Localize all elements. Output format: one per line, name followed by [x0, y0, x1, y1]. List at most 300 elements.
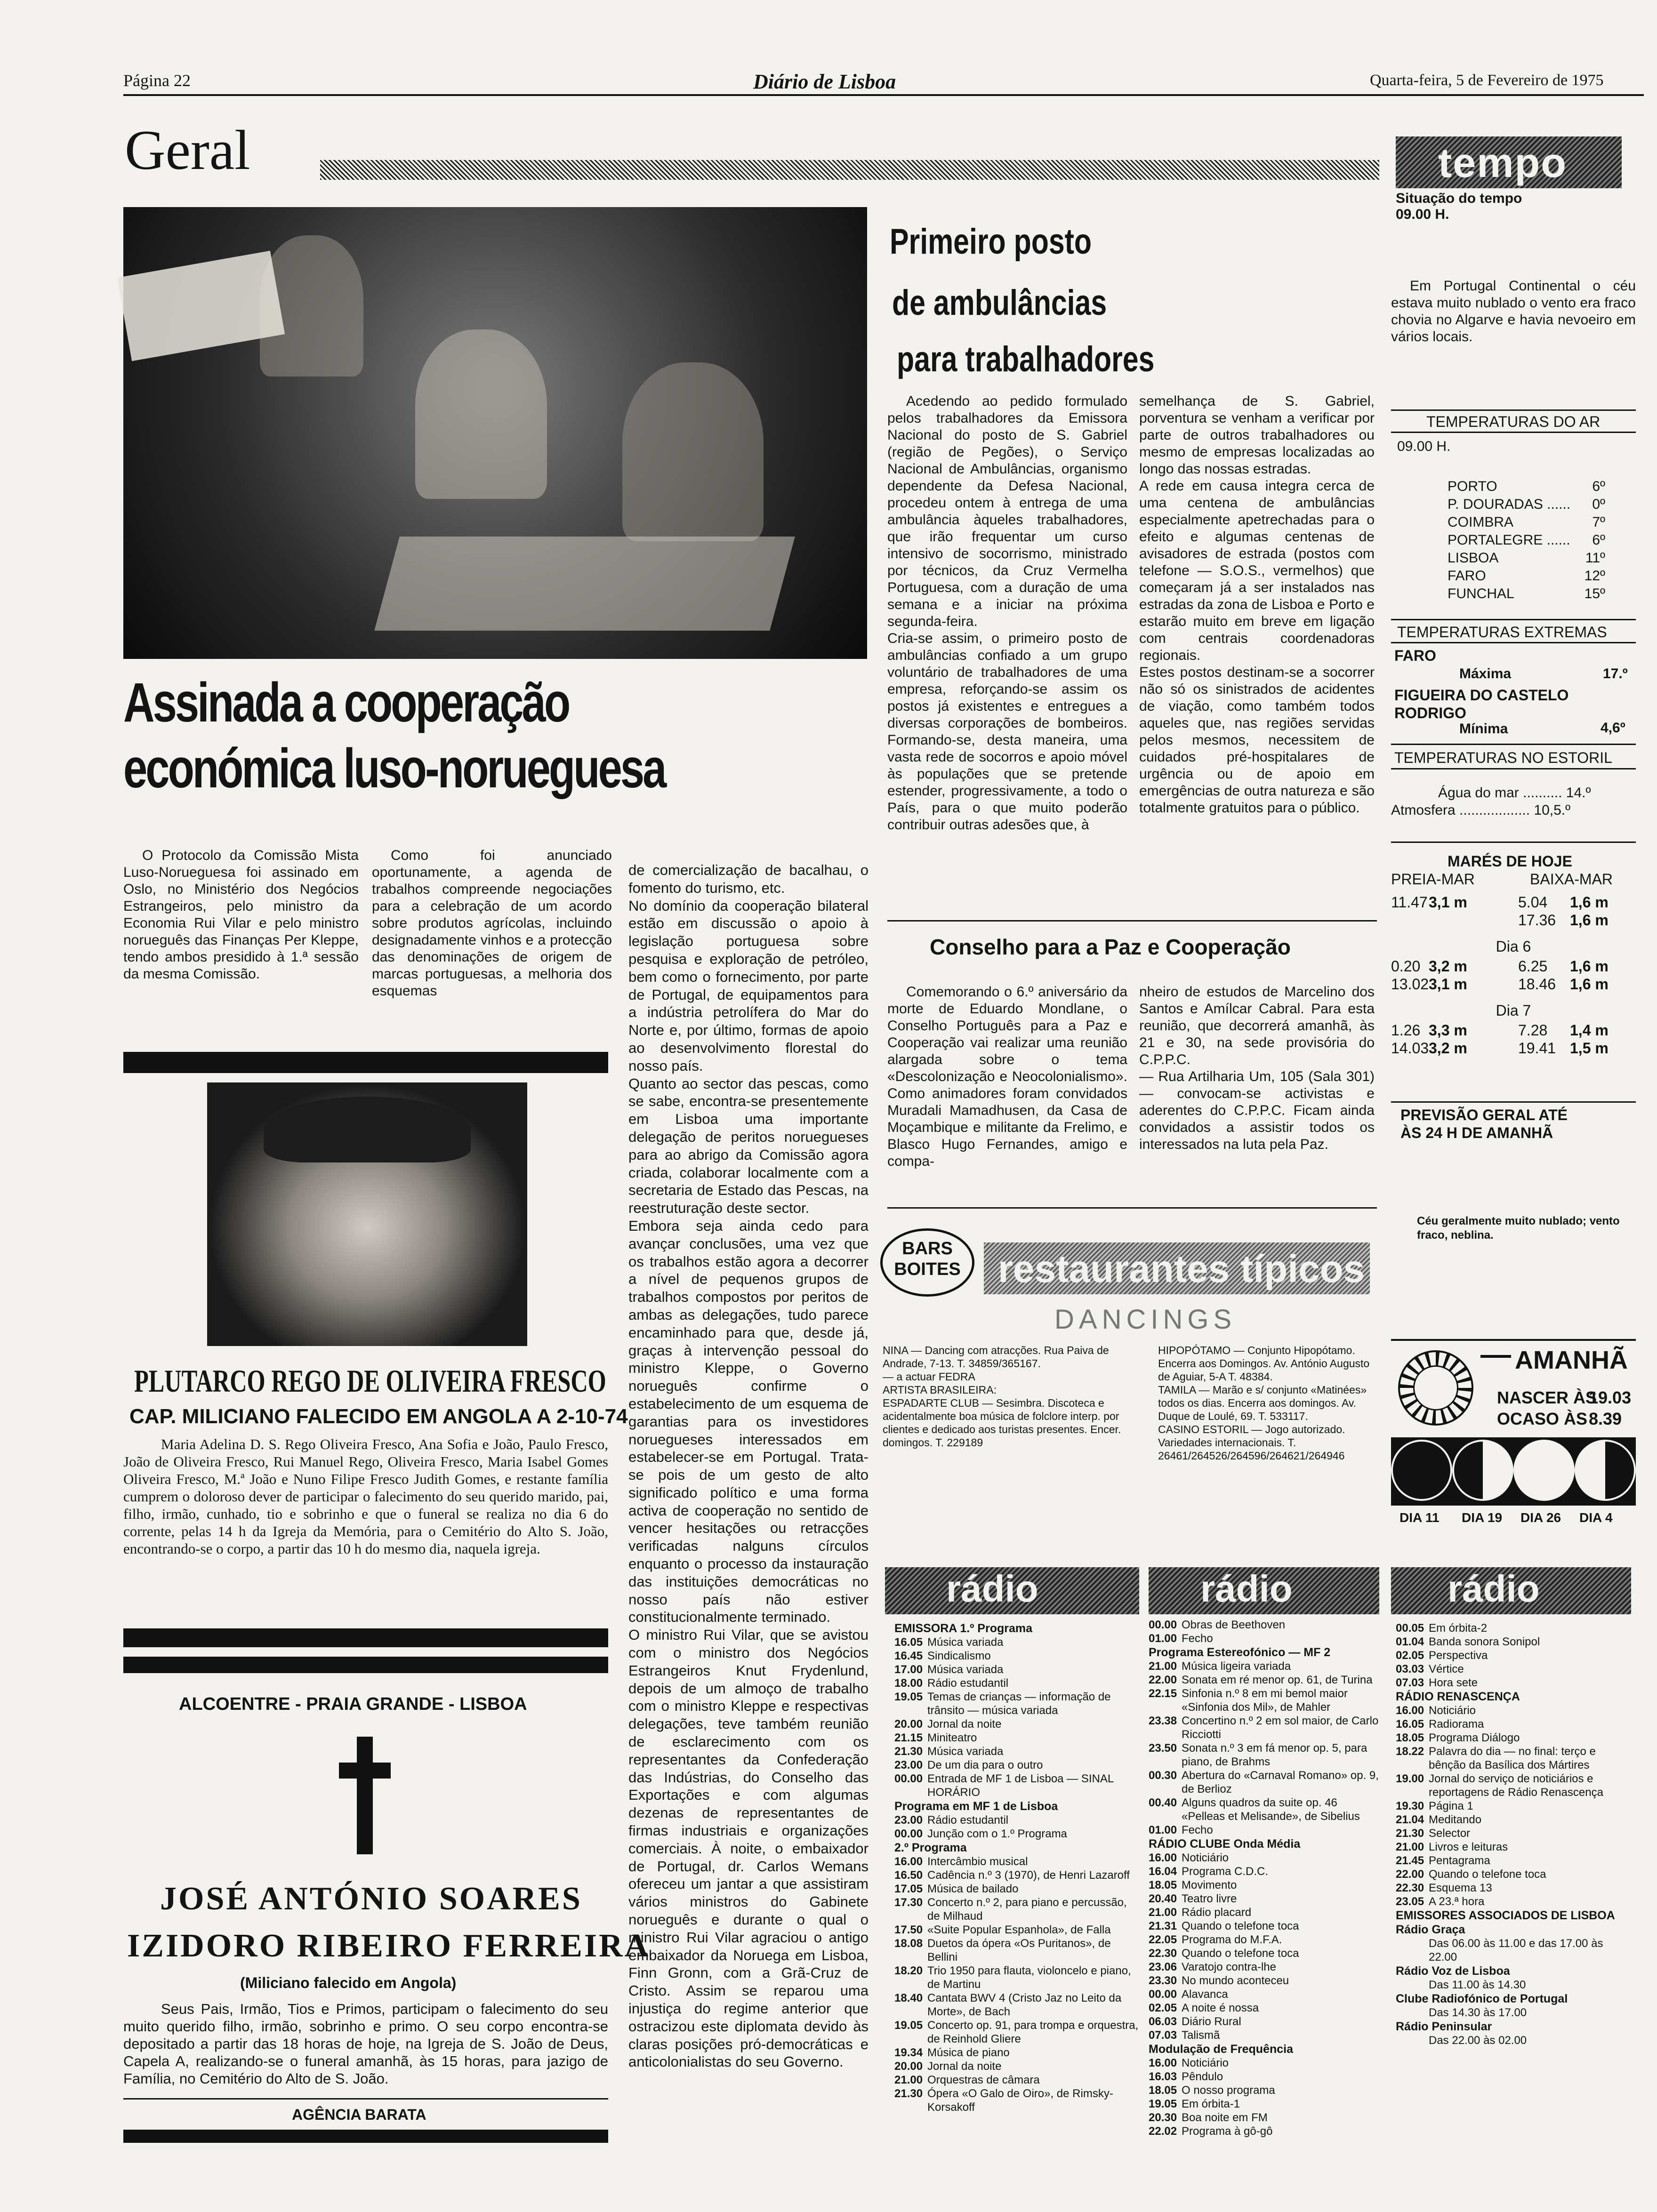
radio-time: 21.00 [894, 2074, 923, 2086]
radio-program [894, 1868, 1139, 1882]
dancings-label: DANCINGS [1054, 1304, 1237, 1335]
radio-title: De um dia para o outro [927, 1759, 1043, 1771]
radio-program [1149, 1714, 1379, 1741]
radio-program [1149, 1796, 1379, 1823]
radio-time: 06.03 [1149, 2015, 1177, 2028]
obit1-portrait [207, 1082, 527, 1346]
radio-time: 19.05 [894, 1691, 923, 1703]
radio-program [894, 1937, 1139, 1964]
tide-cell: 13.02 [1391, 976, 1429, 993]
radio-program [1149, 1947, 1379, 1960]
tides-table [1391, 893, 1636, 1057]
moon-full-icon [1513, 1440, 1575, 1501]
estoril-atm: Atmosfera .................. 10,5.º [1391, 802, 1571, 818]
radio-title: Programa Diálogo [1429, 1731, 1520, 1744]
tide-cell: 3,1 m [1429, 894, 1467, 911]
radio-title: Concertino n.º 2 em sol maior, de Carlo Ricciotti [1182, 1715, 1379, 1741]
radio-program [894, 1731, 1139, 1745]
coop-headline-1: Assinada a cooperação [123, 672, 569, 734]
radio-station-heading: EMISSORA 1.º Programa [894, 1622, 1033, 1635]
radio-time: 16.05 [894, 1636, 923, 1649]
radio-banner-text-3: rádio [1448, 1568, 1540, 1610]
radio-time: 17.50 [894, 1923, 923, 1936]
radio-program [894, 1649, 1139, 1663]
ar-time: 09.00 H. [1397, 439, 1451, 454]
radio-program [1149, 1878, 1379, 1892]
city-name: LISBOA [1448, 550, 1499, 566]
radio-time: 21.00 [1149, 1906, 1177, 1919]
radio-title: O nosso programa [1182, 2084, 1275, 2097]
radio-time: 17.00 [894, 1663, 923, 1676]
tide-cell: 19.41 [1518, 1040, 1556, 1057]
radio-program [1149, 1673, 1379, 1687]
radio-program [1396, 1799, 1631, 1813]
radio-program [894, 1758, 1139, 1772]
radio-program [894, 2019, 1139, 2046]
radio-program [1396, 1649, 1631, 1662]
radio-title: Sindicalismo [927, 1650, 991, 1662]
radio-title: Cantata BWV 4 (Cristo Jaz no Leito da Morte», de Bach [927, 1992, 1122, 2018]
radio-program [1149, 1618, 1379, 1632]
radio-title: Hora sete [1429, 1676, 1478, 1689]
radio-title: Música variada [927, 1636, 1004, 1649]
radio-time: 18.22 [1396, 1745, 1424, 1758]
radio-program [1149, 1687, 1379, 1714]
radio-program [1149, 1906, 1379, 1919]
radio-title: Radiorama [1429, 1718, 1484, 1731]
radio-program [1149, 1659, 1379, 1673]
radio-col-2 [1149, 1618, 1379, 2138]
radio-title: Cadência n.º 3 (1970), de Henri Lazaroff [927, 1869, 1130, 1882]
radio-time: 20.00 [894, 2060, 923, 2073]
radio-title: Jornal da noite [927, 1718, 1002, 1731]
conselho-col-1: Comemorando o 6.º aniversário da morte de Eduardo Mondlane, o Conselho Português para a Paz e Cooperação vai realizar uma reunião alargada sobre o tema «Descolonização e Neocolonialismo». Como animadores foram convidados Muradali Mamadhusen, da Casa de Moçambique e militante da Frelimo, e Blasco Hugo Fernandes, amigo e compa- [887, 984, 1127, 1169]
radio-title: Rádio estudantil [927, 1814, 1009, 1827]
city-name: PORTO [1448, 479, 1497, 494]
radio-program [894, 1717, 1139, 1731]
radio-title: Programa à gô-gô [1182, 2125, 1273, 2138]
radio-program [1396, 1867, 1631, 1881]
tide-cell: 3,1 m [1429, 976, 1467, 993]
obit1-top-band [123, 1052, 608, 1073]
radio-title: No mundo aconteceu [1182, 1974, 1289, 1987]
radio-time: 00.05 [1396, 1622, 1424, 1635]
radio-program [894, 2087, 1139, 2114]
radio-title: Sonata em ré menor op. 61, de Turina [1182, 1674, 1373, 1686]
radio-title: A 23.ª hora [1429, 1895, 1485, 1908]
ar-rule-bottom [1391, 432, 1636, 433]
radio-program [894, 2060, 1139, 2073]
restaurantes-col-2: HIPOPÓTAMO — Conjunto Hipopótamo. Encerra aos Domingos. Av. António Augusto de Aguiar, 5-A T. 48384. TAMILA — Marão e s/ conjunto «Matinées» todos os dias. Encerra aos domingos. Av. Duque de Loulé, 69. T. 533117. CASINO ESTORIL — Jogo autorizado. Variedades internacionais. T. 26461/264526/264596/264621/264946 [1158, 1344, 1370, 1462]
radio-station-heading: Programa Estereofónico — MF 2 [1149, 1646, 1331, 1659]
ambulancias-headline-2: de ambulâncias [892, 283, 1107, 323]
radio-title: Música variada [927, 1663, 1004, 1676]
ext-city-1: FARO [1394, 647, 1436, 664]
radio-title: Das 14.30 às 17.00 [1429, 2006, 1527, 2019]
header-rule [123, 94, 1644, 96]
radio-program [1396, 1895, 1631, 1908]
radio-program [894, 1635, 1139, 1649]
radio-program [1149, 2056, 1379, 2070]
radio-program [1149, 1741, 1379, 1769]
radio-banner-2 [1149, 1567, 1379, 1614]
radio-title: Das 06.00 às 11.00 e das 17.00 às 22.00 [1429, 1937, 1603, 1964]
radio-title: Sonata n.º 3 em fá menor op. 5, para piano, de Brahms [1182, 1742, 1367, 1768]
radio-time: 23.05 [1396, 1895, 1424, 1908]
tide-day: Dia 7 [1496, 1002, 1531, 1019]
city-name: P. DOURADAS ...... [1448, 497, 1571, 512]
radio-banner-1 [885, 1567, 1139, 1614]
radio-time: 23.50 [1149, 1742, 1177, 1755]
city-row [1448, 496, 1605, 513]
radio-program [1396, 1717, 1631, 1731]
tide-cell: 1,5 m [1570, 1040, 1609, 1057]
city-temp: 0º [1592, 497, 1605, 512]
radio-title: Concerto n.º 2, para piano e percussão, de Milhaud [927, 1896, 1127, 1923]
radio-program [894, 1772, 1139, 1799]
radio-time: 16.45 [894, 1650, 923, 1662]
previsao-rule [1391, 1101, 1636, 1103]
radio-program [1396, 1621, 1631, 1635]
radio-program [1149, 1632, 1379, 1645]
radio-time: 16.05 [1396, 1718, 1424, 1731]
moon-new-icon [1391, 1440, 1452, 1501]
tide-cell: 18.46 [1518, 976, 1556, 993]
radio-title: Das 11.00 às 14.30 [1429, 1979, 1526, 1991]
radio-title: Noticiário [1182, 2057, 1229, 2069]
radio-title: Alguns quadros da suite op. 46 «Pelleas et Melisande», de Sibelius [1182, 1796, 1360, 1823]
radio-title: Vértice [1429, 1663, 1464, 1675]
ext-val-1: 17.º [1603, 666, 1628, 681]
page-number: Página 22 [123, 71, 191, 90]
estoril-rule-2 [1391, 768, 1636, 769]
radio-time: 17.30 [894, 1896, 923, 1909]
ext-label-1: Máxima [1459, 666, 1512, 681]
tempo-banner [1396, 136, 1622, 188]
tempo-situacao: Situação do tempo 09.00 H. [1396, 191, 1522, 222]
radio-time: 21.00 [1149, 1660, 1177, 1673]
photo-figure-2 [622, 362, 764, 541]
tempo-texto: Em Portugal Continental o céu estava muito nublado o vento era fraco chovia no Algarve e havia nevoeiro em vários locais. [1391, 278, 1636, 345]
cross-icon [339, 1737, 391, 1854]
radio-time: 19.05 [1149, 2098, 1177, 2110]
radio-program [1396, 2034, 1631, 2047]
radio-program [1396, 1662, 1631, 1676]
radio-time: 16.00 [1149, 1851, 1177, 1864]
restaurantes-title: restaurantes típicos [998, 1248, 1365, 1290]
previsao-title: PREVISÃO GERAL ATÉ ÀS 24 H DE AMANHÃ [1400, 1106, 1568, 1141]
radio-time: 22.02 [1149, 2125, 1177, 2138]
radio-title: Orquestras de câmara [927, 2074, 1040, 2086]
radio-program [894, 1896, 1139, 1923]
radio-title: Alavanca [1182, 1988, 1228, 2001]
tide-cell: 17.36 [1518, 912, 1556, 929]
radio-title: Noticiário [1182, 1851, 1229, 1864]
radio-title: Pentagrama [1429, 1854, 1490, 1867]
city-name: COIMBRA [1448, 514, 1514, 530]
radio-program [1396, 1937, 1631, 1964]
radio-time: 01.00 [1149, 1824, 1177, 1836]
radio-title: Música ligeira variada [1182, 1660, 1291, 1673]
tempo-banner-text: tempo [1438, 139, 1567, 186]
tide-cell: 14.03 [1391, 1040, 1429, 1057]
tide-row [1391, 975, 1636, 993]
radio-title: «Suite Popular Espanhola», de Falla [927, 1923, 1111, 1936]
mares-baixa: BAIXA-MAR [1530, 871, 1613, 888]
photo-figure-1 [415, 329, 547, 499]
radio-time: 00.00 [1149, 1619, 1177, 1631]
city-row [1448, 585, 1605, 603]
radio-program [1149, 2111, 1379, 2124]
mares-rule [1391, 842, 1636, 843]
radio-program [1149, 2124, 1379, 2138]
radio-title: Meditando [1429, 1813, 1482, 1826]
radio-time: 03.03 [1396, 1663, 1424, 1675]
city-name: PORTALEGRE ...... [1448, 532, 1570, 548]
radio-program [894, 1813, 1139, 1827]
radio-time: 00.00 [894, 1772, 923, 1785]
radio-program [1396, 1827, 1631, 1840]
signing-photo [123, 207, 867, 659]
radio-title: Entrada de MF 1 de Lisboa — SINAL HORÁRIO [927, 1772, 1114, 1799]
tide-cell: 1.26 [1391, 1022, 1421, 1039]
city-temp: 15º [1584, 586, 1605, 601]
ambulancias-col-1: Acedendo ao pedido formulado pelos trabalhadores da Emissora Nacional do posto de S. Gabriel (região de Pegões), o Serviço Nacional de Ambulâncias, organismo dependente da Defesa Nacional, procedeu ontem à entrega de uma ambulância àqueles trabalhadores, que irão frequentar um curso intensivo de socorrismo, ministrado por técnicos, da Cruz Vermelha Portuguesa, com a duração de uma semana e a iniciar na próxima segunda-feira. Cria-se assim, o primeiro posto de ambulâncias confiado a um grupo voluntário de trabalhadores de uma empresa, reforçando-se assim os postos já existentes e entregues a diversas corporações de bombeiros. Formando-se, desta maneira, uma vasta rede de socorros e apoio móvel às populações que se pretende estender, progressivamente, a todo o País, para o que muito poderão contribuir outras adesões que, à [887, 393, 1127, 833]
restaurantes-banner [984, 1242, 1370, 1294]
radio-program [1396, 1731, 1631, 1745]
mares-title: MARÉS DE HOJE [1448, 853, 1572, 870]
radio-title: Banda sonora Sonipol [1429, 1635, 1540, 1648]
radio-time: 20.40 [1149, 1892, 1177, 1905]
radio-title: Obras de Beethoven [1182, 1619, 1286, 1631]
previsao-text: Céu geralmente muito nublado; vento fraco, neblina. [1417, 1215, 1620, 1242]
radio-station-heading: 2.º Programa [894, 1841, 967, 1854]
radio-time: 23.30 [1149, 1974, 1177, 1987]
radio-title: Rádio estudantil [927, 1677, 1009, 1690]
radio-title: Concerto op. 91, para trompa e orquestra, de Reinhold Gliere [927, 2019, 1139, 2045]
radio-program [1149, 1865, 1379, 1878]
radio-time: 19.05 [894, 2019, 923, 2032]
amanha-box [1391, 1339, 1636, 1534]
restaurantes-col-1: NINA — Dancing com atracções. Rua Paiva de Andrade, 7-13. T. 34859/365167. — a actuar FEDRA ARTISTA BRASILEIRA: ESPADARTE CLUB — Sesimbra. Discoteca e acidentalmente boa música de folclore interp. por clientes e dedicado aos turistas presentes. Encer. domingos. T. 229189 [883, 1344, 1121, 1449]
radio-time: 16.00 [894, 1855, 923, 1868]
radio-time: 00.40 [1149, 1796, 1177, 1809]
radio-time: 18.05 [1149, 1879, 1177, 1891]
radio-time [1396, 1937, 1429, 1964]
radio-title: Junção com o 1.º Programa [927, 1827, 1067, 1840]
city-temp: 11º [1585, 550, 1605, 566]
obit2-sub: (Miliciano falecido em Angola) [240, 1974, 457, 1991]
radio-program [894, 1991, 1139, 2019]
radio-title: Movimento [1182, 1879, 1237, 1891]
radio-time: 01.04 [1396, 1635, 1424, 1648]
moon-day-4: DIA 4 [1579, 1510, 1613, 1525]
tide-cell: 3,2 m [1429, 958, 1467, 975]
radio-program [1149, 1933, 1379, 1947]
ext-rule [1391, 619, 1636, 620]
radio-title: Selector [1429, 1827, 1471, 1840]
radio-title: Livros e leituras [1429, 1841, 1508, 1853]
radio-time: 18.05 [1149, 2084, 1177, 2097]
ext-label-2: Mínima [1459, 721, 1508, 737]
moon-last-quarter-icon [1575, 1440, 1636, 1501]
coop-headline-2: económica luso-norueguesa [123, 737, 665, 800]
radio-title: Quando o telefone toca [1182, 1947, 1299, 1960]
radio-station-heading: Rádio Peninsular [1396, 2020, 1492, 2033]
radio-program [1396, 1676, 1631, 1690]
radio-time [1396, 2006, 1429, 2020]
obit2-text: Seus Pais, Irmão, Tios e Primos, participam o falecimento do seu muito querido filho, irmão, sobrinho e primo. O seu corpo encontra-se depositado a partir das 18 horas de hoje, na Igreja de S. João de Deus, Capela A, realizando-se o funeral amanhã, às 15 horas, para jazigo de Família, no Cemitério do Alto de S. João. [123, 2001, 608, 2087]
radio-program [1149, 2070, 1379, 2084]
amanha-nascer-val: 19.03 [1589, 1388, 1632, 1407]
radio-program [1396, 1745, 1631, 1772]
radio-title: Pêndulo [1182, 2070, 1223, 2083]
ambulancias-headline-1: Primeiro posto [890, 222, 1092, 262]
radio-station-heading: RÁDIO RENASCENÇA [1396, 1690, 1520, 1703]
radio-title: Programa do M.F.A. [1182, 1933, 1282, 1946]
obit2-rule [123, 2098, 608, 2100]
city-row [1448, 513, 1605, 531]
conselho-title: Conselho para a Paz e Cooperação [930, 935, 1291, 959]
radio-time: 23.38 [1149, 1715, 1177, 1727]
radio-station-heading: Clube Radiofónico de Portugal [1396, 1992, 1568, 2005]
radio-title: Página 1 [1429, 1800, 1473, 1812]
radio-time: 22.30 [1149, 1947, 1177, 1960]
moon-day-2: DIA 19 [1462, 1510, 1503, 1525]
radio-time: 21.00 [1396, 1841, 1424, 1853]
tide-cell: 6.25 [1518, 958, 1548, 975]
radio-title: Diário Rural [1182, 2015, 1241, 2028]
radio-time: 00.00 [894, 1827, 923, 1840]
radio-time: 23.06 [1149, 1961, 1177, 1973]
radio-title: Trio 1950 para flauta, violoncelo e piano, de Martinu [927, 1964, 1131, 1991]
radio-time: 02.05 [1396, 1649, 1424, 1662]
ext-rule-2 [1391, 642, 1636, 643]
radio-time: 22.15 [1149, 1687, 1177, 1700]
radio-program [1396, 1881, 1631, 1895]
coop-col-2: Como foi anunciado oportunamente, a agenda de trabalhos compreende negociações para a celebração de um acordo sobre produtos agrícolas, incluindo designadamente vinhos e a protecção das denominações de origem de marcas portuguesas, a melhoria dos esquemas [372, 848, 612, 999]
radio-time: 02.05 [1149, 2002, 1177, 2014]
radio-program [1396, 1635, 1631, 1649]
radio-station-heading: Programa em MF 1 de Lisboa [894, 1800, 1058, 1813]
radio-time: 18.08 [894, 1937, 923, 1950]
ar-cities [1448, 478, 1605, 603]
obit1-cap [264, 1097, 471, 1162]
radio-title: Em órbita-2 [1429, 1622, 1488, 1635]
radio-title: Quando o telefone toca [1182, 1920, 1299, 1932]
radio-program [894, 1923, 1139, 1937]
tide-day: Dia 6 [1496, 938, 1531, 955]
tide-cell: 1,6 m [1570, 976, 1609, 993]
radio-title: Palavra do dia — no final: terço e bênção da Basílica dos Mártires [1429, 1745, 1596, 1771]
photo-desk [374, 537, 795, 631]
radio-program [1149, 2097, 1379, 2111]
radio-program [1149, 1769, 1379, 1796]
issue-date: Quarta-feira, 5 de Fevereiro de 1975 [1370, 72, 1604, 89]
mares-preia: PREIA-MAR [1391, 871, 1475, 888]
radio-time: 21.15 [894, 1731, 923, 1744]
tide-row [1391, 911, 1636, 929]
radio-title: Intercâmbio musical [927, 1855, 1028, 1868]
radio-program [1149, 2084, 1379, 2097]
radio-time: 21.30 [894, 1745, 923, 1758]
bars-badge [880, 1228, 974, 1297]
radio-col-3 [1396, 1621, 1631, 2047]
radio-title: Rádio placard [1182, 1906, 1252, 1919]
radio-time: 16.00 [1149, 2057, 1177, 2069]
radio-time: 20.00 [894, 1718, 923, 1731]
radio-time: 21.31 [1149, 1920, 1177, 1932]
radio-time: 21.45 [1396, 1854, 1424, 1867]
radio-title: Noticiário [1429, 1704, 1476, 1717]
radio-title: A noite é nossa [1182, 2002, 1259, 2014]
radio-title: Música de piano [927, 2046, 1010, 2059]
radio-time: 18.20 [894, 1964, 923, 1977]
city-temp: 12º [1584, 568, 1605, 584]
radio-title: Boa noite em FM [1182, 2111, 1268, 2124]
city-row [1448, 549, 1605, 567]
radio-station-heading: Rádio Voz de Lisboa [1396, 1964, 1510, 1978]
radio-time: 00.30 [1149, 1769, 1177, 1782]
moon-day-3: DIA 26 [1520, 1510, 1561, 1525]
radio-title: Das 22.00 às 02.00 [1429, 2034, 1527, 2047]
tide-cell: 3,3 m [1429, 1022, 1467, 1039]
radio-program [1149, 1851, 1379, 1865]
radio-program [1149, 2015, 1379, 2028]
city-temp: 6º [1592, 532, 1605, 548]
radio-program [894, 1964, 1139, 1991]
radio-time: 18.05 [1396, 1731, 1424, 1744]
radio-program [894, 2073, 1139, 2087]
obit2-place: ALCOENTRE - PRAIA GRANDE - LISBOA [179, 1694, 527, 1714]
obit1-subtitle: CAP. MILICIANO FALECIDO EM ANGOLA A 2-10-74 [129, 1405, 628, 1428]
radio-program [1396, 1704, 1631, 1717]
tide-row [1391, 957, 1636, 975]
radio-time [1396, 2034, 1429, 2047]
conselho-bottom-rule [887, 1207, 1377, 1209]
radio-title: Sinfonia n.º 8 em mi bemol maior «Sinfonia dos Mil», de Mahler [1182, 1687, 1348, 1714]
tide-cell: 3,2 m [1429, 1040, 1467, 1057]
radio-program [1396, 1772, 1631, 1799]
radio-time: 21.04 [1396, 1813, 1424, 1826]
radio-program [894, 1827, 1139, 1841]
radio-time: 19.30 [1396, 1800, 1424, 1812]
radio-time: 16.03 [1149, 2070, 1177, 2083]
radio-title: Perspectiva [1429, 1649, 1488, 1662]
radio-station-heading: RÁDIO CLUBE Onda Média [1149, 1837, 1301, 1851]
tide-cell: 1,6 m [1570, 912, 1609, 929]
amanha-title: AMANHÃ [1511, 1346, 1632, 1375]
radio-program [1149, 1823, 1379, 1837]
radio-title: Miniteatro [927, 1731, 977, 1744]
obit2-name-2: IZIDORO RIBEIRO FERREIRA [127, 1928, 651, 1964]
radio-time [1396, 1978, 1429, 1992]
obit1-bottom-band [123, 1628, 608, 1647]
radio-title: Temas de crianças — informação de trânsito — música variada [927, 1691, 1111, 1717]
coop-col-3: de comercialização de bacalhau, o fomento do turismo, etc. No domínio da cooperação bilateral estão em discussão o apoio à legislação portuguesa sobre pesquisa e exploração de petróleo, bem como o fornecimento, por parte de Portugal, de equipamentos para a indústria petrolífera do Mar do Norte e, por último, formas de apoio ao desenvolvimento florestal do nosso país. Quanto ao sector das pescas, como se sabe, encontra-se presentemente em Lisboa uma importante delegação de peritos noruegueses para ao abrigo da Comissão agora criada, colaborar localmente com a secretaria de Estado das Pescas, na reestruturação deste sector. Embora seja ainda cedo para avançar conclusões, uma vez que os trabalhos estão agora a decorrer a nível de pequenos grupos de trabalhos compostos por peritos de ambas as delegações, tudo parece encaminhado para que, desde já, graças à intervenção pessoal do ministro Kleppe, o Governo norueguês confirme o estabelecimento de um esquema de garantias para os investidores noruegueses interessados em estabelecer-se em Portugal. Trata-se pois de um gesto de alto significado político e uma forma activa de cooperação no sentido de vencer hesitações ou retracções verificadas nalguns círculos enquanto o processo da instauração das instituições democráticas no nosso país não estiver constitucionalmente terminado. O ministro Rui Vilar, que se avistou com o ministro dos Negócios Estrangeiros Knut Frydenlund, depois de um almoço de trabalho com o ministro Kleppe e respectivas delegações, teve também reunião de esclarecimento com os representantes da Confederação das Indústrias, do Conselho das Exportações e com algumas dezenas de representantes de firmas industriais e organizações comerciais. À noite, o embaixador de Portugal, dr. Carlos Wemans ofereceu um jantar a que assistiram vários ministros do Gabinete norueguês e durante o qual o ministro Rui Vilar agraciou o antigo embaixador da Noruega em Lisboa, Finn Gronn, com a Grã-Cruz de Cristo. Assim se reparou uma injustiça do regime anterior que ostracizou este diplomata devido às claras posições pró-democráticas e anticolonialistas do seu Governo. [628, 862, 869, 2070]
radio-col-1 [894, 1621, 1139, 2114]
city-row [1448, 567, 1605, 585]
radio-program [1396, 2006, 1631, 2020]
boites-label: BOITES [894, 1259, 961, 1279]
tide-cell: 5.04 [1518, 894, 1548, 911]
tide-cell: 7.28 [1518, 1022, 1548, 1039]
tide-cell: 11.47 [1391, 894, 1428, 911]
radio-time: 07.03 [1149, 2029, 1177, 2042]
radio-time: 01.00 [1149, 1632, 1177, 1645]
tide-cell: 1,6 m [1570, 894, 1609, 911]
radio-program [1396, 1978, 1631, 1992]
